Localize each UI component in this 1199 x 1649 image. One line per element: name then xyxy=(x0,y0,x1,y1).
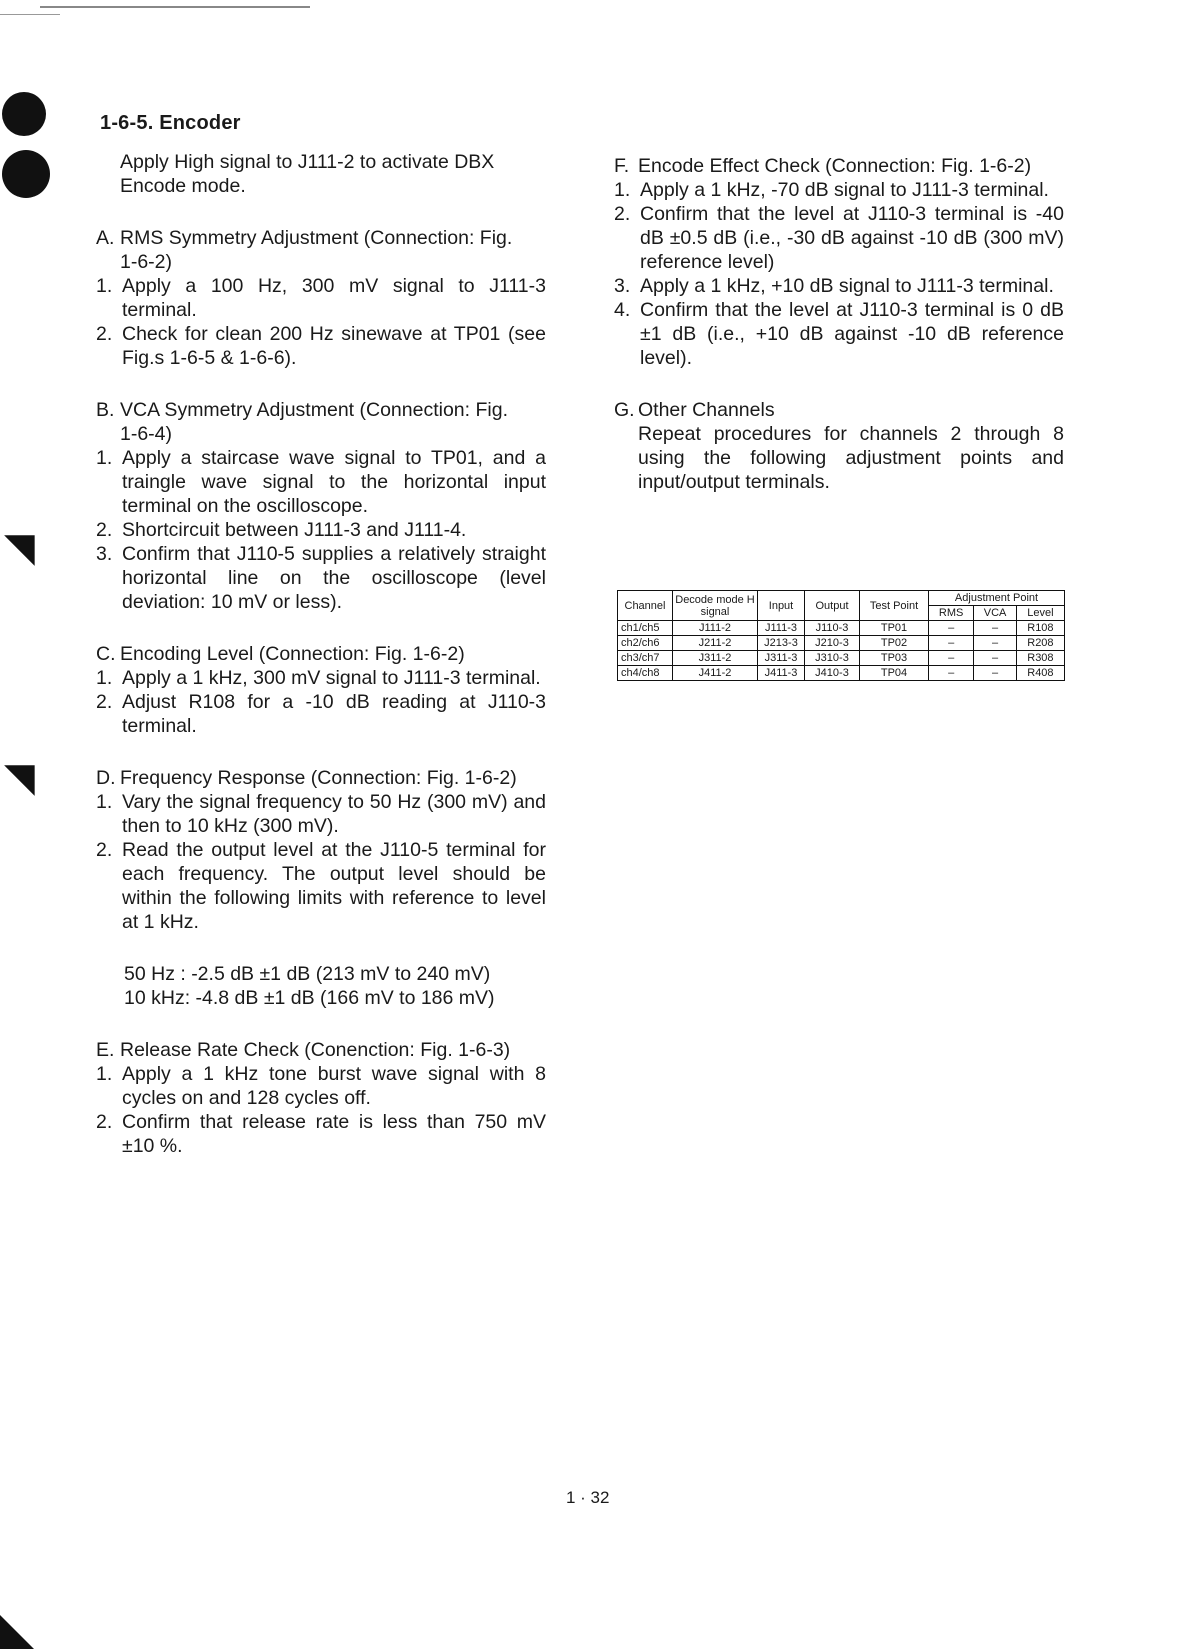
frequency-limits xyxy=(124,962,546,1010)
procedure-b xyxy=(96,398,546,614)
procedure-step xyxy=(96,518,546,542)
scan-line-mark xyxy=(0,14,60,15)
section-title xyxy=(100,112,241,135)
cell-input: J213-3 xyxy=(758,636,805,651)
procedure-body: Repeat procedures for channels 2 through 8 using the following adjustment points and input/output terminals. xyxy=(638,423,1064,493)
header-adjustment-point: Adjustment Point xyxy=(929,591,1065,606)
procedure-step xyxy=(96,790,546,838)
step-text: Confirm that release rate is less than 750 mV ±10 %. xyxy=(122,1111,546,1157)
step-number: 1. xyxy=(614,179,631,201)
header-decode-mode: Decode mode H signal xyxy=(673,591,758,621)
procedure-heading xyxy=(614,154,1064,178)
cell-output: J310-3 xyxy=(805,651,860,666)
step-text: Apply a 1 kHz, +10 dB signal to J111-3 terminal. xyxy=(640,275,1054,297)
procedure-d xyxy=(96,766,546,1010)
cell-decode: J211-2 xyxy=(673,636,758,651)
cell-decode: J311-2 xyxy=(673,651,758,666)
cell-output: J410-3 xyxy=(805,666,860,681)
header-level: Level xyxy=(1016,606,1064,621)
cell-level: R208 xyxy=(1016,636,1064,651)
header-channel: Channel xyxy=(618,591,673,621)
cell-decode: J111-2 xyxy=(673,621,758,636)
step-text: Apply a staircase wave signal to TP01, and a traingle wave signal to the horizontal input terminal on the oscilloscope. xyxy=(122,447,546,517)
header-vca: VCA xyxy=(974,606,1017,621)
cell-vca: – xyxy=(974,651,1017,666)
cell-test-point: TP02 xyxy=(860,636,929,651)
cell-test-point: TP03 xyxy=(860,651,929,666)
cell-level: R308 xyxy=(1016,651,1064,666)
ring-binder-mark: ◥ xyxy=(4,755,35,801)
cell-input: J411-3 xyxy=(758,666,805,681)
cell-channel: ch1/ch5 xyxy=(618,621,673,636)
cell-rms: – xyxy=(929,636,974,651)
procedure-heading-text: Release Rate Check (Conenction: Fig. 1-6-3) xyxy=(120,1039,511,1061)
step-text: Confirm that the level at J110-3 terminal is -40 dB ±0.5 dB (i.e., -30 dB against -10 dB (300 mV) reference level) xyxy=(640,203,1064,273)
step-number: 1. xyxy=(96,667,113,689)
step-text: Vary the signal frequency to 50 Hz (300 mV) and then to 10 kHz (300 mV). xyxy=(122,791,546,837)
procedure-step xyxy=(614,274,1064,298)
procedure-letter: G. xyxy=(614,399,635,421)
procedure-letter: E. xyxy=(96,1039,115,1061)
procedure-letter: F. xyxy=(614,155,630,177)
procedure-step xyxy=(96,1062,546,1110)
table-header-row xyxy=(618,591,1065,606)
cell-level: R408 xyxy=(1016,666,1064,681)
cell-rms: – xyxy=(929,651,974,666)
procedure-e xyxy=(96,1038,546,1158)
step-number: 2. xyxy=(96,839,113,861)
scan-line-mark xyxy=(40,6,310,8)
cell-vca: – xyxy=(974,621,1017,636)
step-number: 2. xyxy=(96,691,113,713)
procedure-heading xyxy=(96,226,546,274)
step-number: 1. xyxy=(96,1063,113,1085)
procedure-letter: B. xyxy=(96,399,115,421)
cell-channel: ch3/ch7 xyxy=(618,651,673,666)
procedure-heading xyxy=(96,766,546,790)
procedure-heading xyxy=(96,642,546,666)
procedure-heading-cont: 1-6-4) xyxy=(120,423,173,445)
cell-rms: – xyxy=(929,621,974,636)
procedure-heading-text: Other Channels xyxy=(638,399,775,421)
table-row xyxy=(618,636,1065,651)
left-column xyxy=(96,150,546,1186)
intro-paragraph: Apply High signal to J111-2 to activate DBX Encode mode. xyxy=(120,151,495,197)
step-text: Apply a 1 kHz, -70 dB signal to J111-3 terminal. xyxy=(640,179,1049,201)
cell-input: J111-3 xyxy=(758,621,805,636)
step-text: Confirm that the level at J110-3 terminal is 0 dB ±1 dB (i.e., +10 dB against -10 dB reference level). xyxy=(640,299,1064,369)
table-row xyxy=(618,666,1065,681)
procedure-letter: D. xyxy=(96,767,116,789)
cell-rms: – xyxy=(929,666,974,681)
step-number: 2. xyxy=(96,323,113,345)
procedure-step xyxy=(96,274,546,322)
step-number: 1. xyxy=(96,791,113,813)
cell-output: J110-3 xyxy=(805,621,860,636)
step-text: Confirm that J110-5 supplies a relatively straight horizontal line on the oscilloscope (level deviation: 10 mV or less). xyxy=(122,543,546,613)
procedure-step xyxy=(614,178,1064,202)
procedure-step xyxy=(614,202,1064,274)
binder-hole-mark xyxy=(2,92,46,136)
procedure-heading xyxy=(614,398,1064,422)
procedure-heading-cont: 1-6-2) xyxy=(120,251,173,273)
ring-binder-mark: ◥ xyxy=(4,525,35,571)
limit-10khz: 10 kHz: -4.8 dB ±1 dB (166 mV to 186 mV) xyxy=(124,987,495,1009)
procedure-heading xyxy=(96,398,546,446)
limit-50hz: 50 Hz : -2.5 dB ±1 dB (213 mV to 240 mV) xyxy=(124,963,491,985)
procedure-heading-text: Encode Effect Check (Connection: Fig. 1-6-2) xyxy=(638,155,1032,177)
step-text: Apply a 1 kHz, 300 mV signal to J111-3 terminal. xyxy=(122,667,541,689)
procedure-step xyxy=(614,298,1064,370)
cell-channel: ch4/ch8 xyxy=(618,666,673,681)
procedure-heading xyxy=(96,1038,546,1062)
table-row xyxy=(618,621,1065,636)
step-text: Apply a 1 kHz tone burst wave signal with 8 cycles on and 128 cycles off. xyxy=(122,1063,546,1109)
procedure-step xyxy=(96,542,546,614)
procedure-step xyxy=(96,838,546,934)
procedure-a xyxy=(96,226,546,370)
procedure-step xyxy=(96,1110,546,1158)
procedure-g xyxy=(614,398,1064,494)
step-number: 2. xyxy=(96,1111,113,1133)
cell-vca: – xyxy=(974,636,1017,651)
step-number: 4. xyxy=(614,299,631,321)
cell-channel: ch2/ch6 xyxy=(618,636,673,651)
procedure-letter: A. xyxy=(96,227,115,249)
cell-output: J210-3 xyxy=(805,636,860,651)
step-number: 3. xyxy=(96,543,113,565)
page-corner-mark xyxy=(0,1615,34,1649)
procedure-f xyxy=(614,154,1064,370)
cell-test-point: TP04 xyxy=(860,666,929,681)
step-number: 3. xyxy=(614,275,631,297)
header-rms: RMS xyxy=(929,606,974,621)
cell-decode: J411-2 xyxy=(673,666,758,681)
cell-input: J311-3 xyxy=(758,651,805,666)
cell-test-point: TP01 xyxy=(860,621,929,636)
section-name: Encoder xyxy=(159,112,241,134)
header-input: Input xyxy=(758,591,805,621)
header-output: Output xyxy=(805,591,860,621)
procedure-step xyxy=(96,666,546,690)
procedure-c xyxy=(96,642,546,738)
procedure-step xyxy=(96,690,546,738)
step-text: Adjust R108 for a -10 dB reading at J110-3 terminal. xyxy=(122,691,546,737)
cell-level: R108 xyxy=(1016,621,1064,636)
table-row xyxy=(618,651,1065,666)
binder-hole-mark xyxy=(2,150,50,198)
page-number: 1 · 32 xyxy=(566,1488,610,1507)
step-number: 1. xyxy=(96,275,113,297)
procedure-step xyxy=(96,446,546,518)
header-test-point: Test Point xyxy=(860,591,929,621)
cell-vca: – xyxy=(974,666,1017,681)
step-number: 2. xyxy=(96,519,113,541)
right-column xyxy=(614,154,1064,514)
procedure-heading-text: RMS Symmetry Adjustment (Connection: Fig. xyxy=(120,227,513,249)
step-text: Read the output level at the J110-5 terminal for each frequency. The output level should be within the following limits with reference to level at 1 kHz. xyxy=(122,839,546,933)
procedure-letter: C. xyxy=(96,643,116,665)
procedure-step xyxy=(96,322,546,370)
adjustment-table xyxy=(617,590,1065,681)
procedure-heading-text: VCA Symmetry Adjustment (Connection: Fig. xyxy=(120,399,508,421)
procedure-heading-text: Frequency Response (Connection: Fig. 1-6-2) xyxy=(120,767,517,789)
procedure-heading-text: Encoding Level (Connection: Fig. 1-6-2) xyxy=(120,643,465,665)
step-text: Shortcircuit between J111-3 and J111-4. xyxy=(122,519,467,541)
step-number: 2. xyxy=(614,203,631,225)
step-number: 1. xyxy=(96,447,113,469)
step-text: Check for clean 200 Hz sinewave at TP01 (see Fig.s 1-6-5 & 1-6-6). xyxy=(122,323,546,369)
step-text: Apply a 100 Hz, 300 mV signal to J111-3 terminal. xyxy=(122,275,546,321)
section-number: 1-6-5. xyxy=(100,112,154,134)
